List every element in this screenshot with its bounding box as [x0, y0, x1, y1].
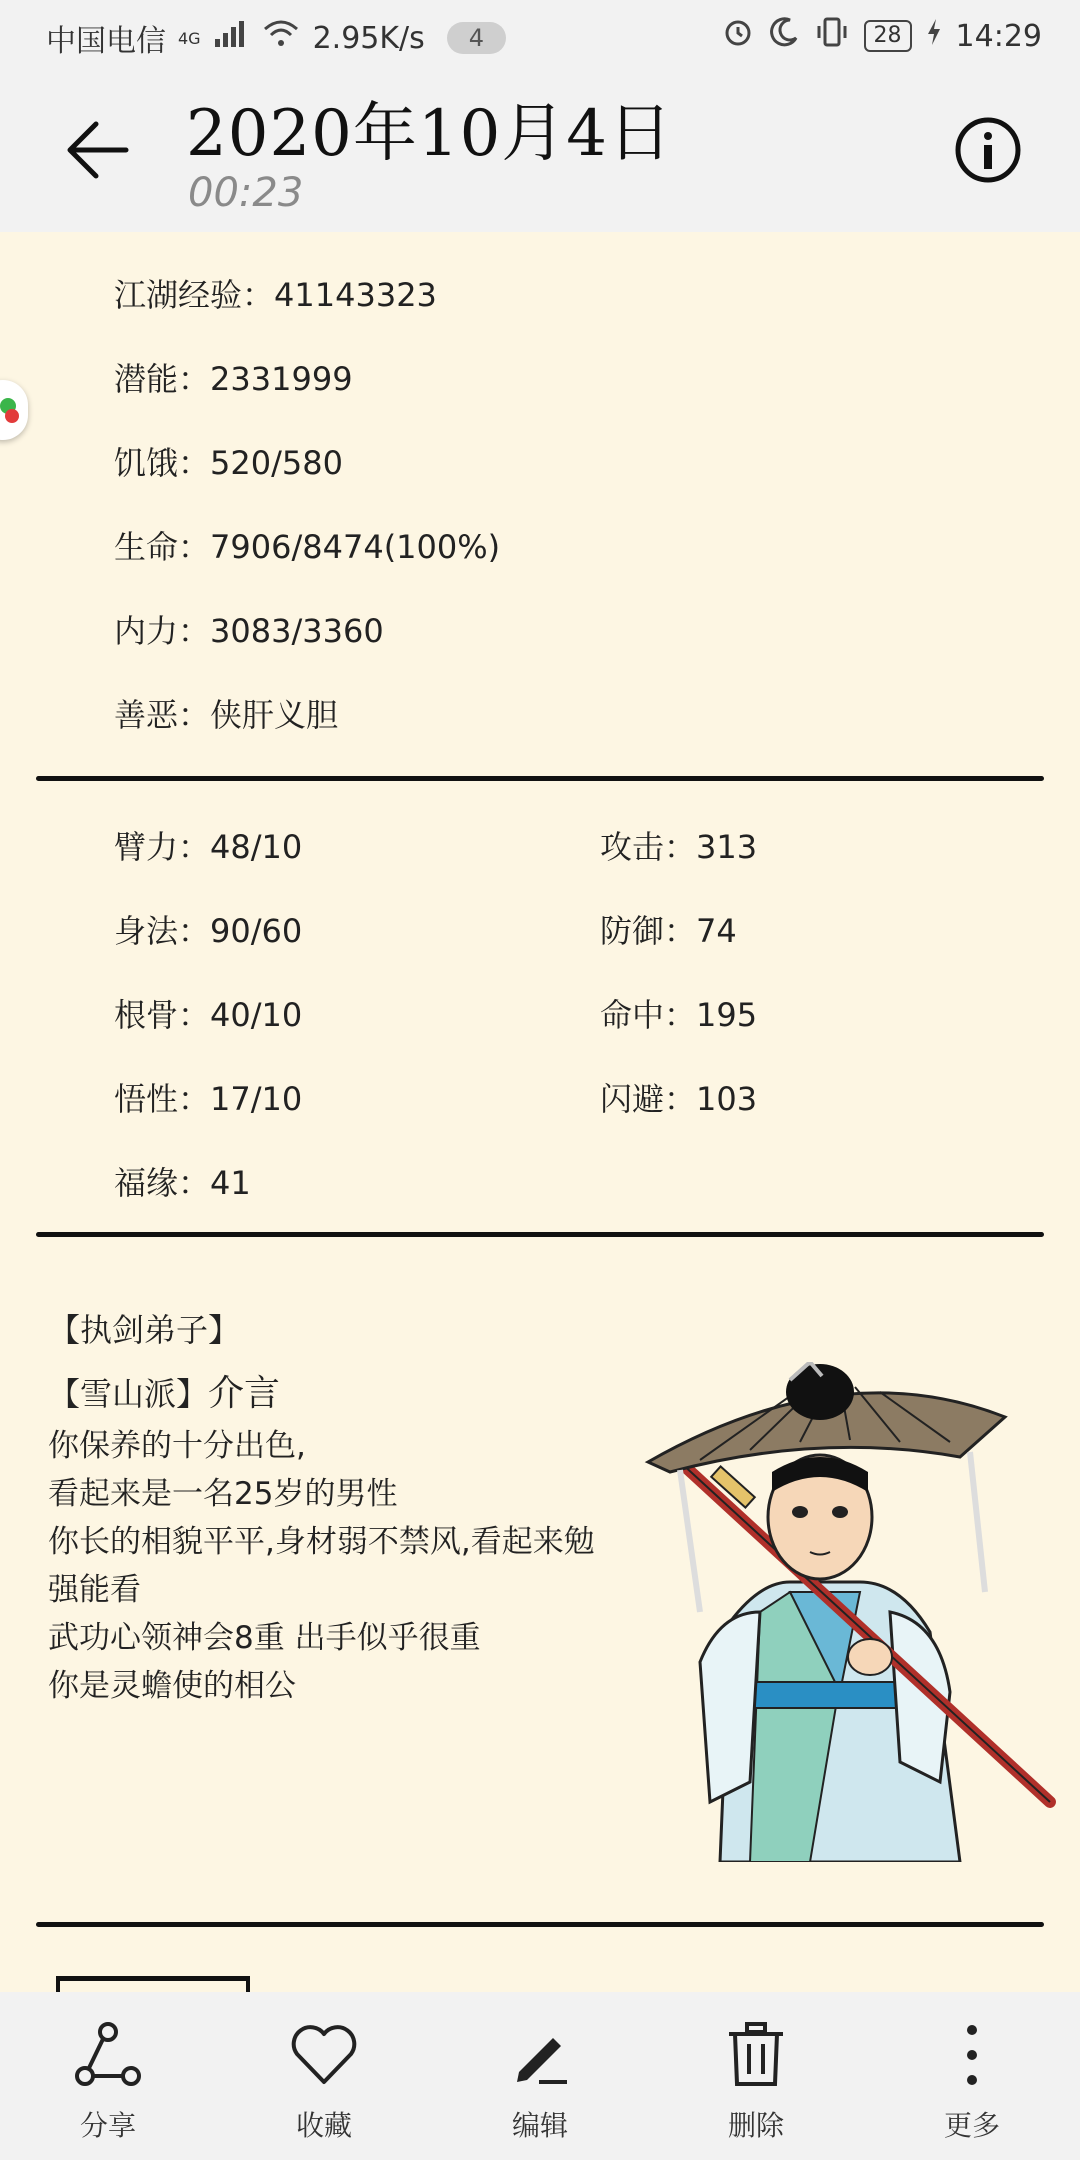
status-bar	[0, 0, 1080, 72]
wifi-icon	[261, 19, 301, 57]
clock-time: 14:29	[955, 18, 1042, 54]
attr-strength: 臂力：48/10	[114, 828, 303, 866]
profile-line-6: 你是灵蟾使的相公	[48, 1668, 296, 1704]
more-vertical-icon	[937, 2020, 1007, 2090]
note-content	[0, 232, 1080, 1992]
bottom-toolbar	[0, 1992, 1080, 2160]
stat-exp: 江湖经验：41143323	[114, 276, 437, 314]
network-type: 4G	[178, 28, 201, 48]
share-button[interactable]	[28, 1992, 188, 2144]
info-button[interactable]	[952, 114, 1024, 186]
character-illustration	[640, 1362, 1070, 1862]
profile-sect-name: 【雪山派】介言	[48, 1373, 281, 1414]
share-icon	[73, 2020, 143, 2090]
edit-label: 编辑	[511, 2109, 568, 2142]
attr-insight: 悟性：17/10	[114, 1080, 303, 1118]
next-frame-edge	[56, 1976, 250, 1992]
profile-rank: 【执剑弟子】	[48, 1311, 241, 1349]
profile-line-5: 武功心领神会8重 出手似乎很重	[48, 1620, 481, 1656]
entry-time: 00:23	[188, 170, 304, 216]
stat-potential: 潜能：2331999	[114, 360, 353, 398]
stat-life: 生命：7906/8474(100%)	[114, 528, 501, 566]
profile-line-4: 强能看	[48, 1572, 141, 1608]
profile-line-3: 你长的相貌平平,身材弱不禁风,看起来勉	[48, 1524, 595, 1560]
carrier-label: 中国电信	[46, 24, 166, 59]
attr-dodge: 闪避：103	[600, 1080, 758, 1118]
info-icon	[952, 114, 1024, 186]
arrow-left-icon	[62, 114, 134, 186]
moon-icon	[768, 16, 800, 56]
favorite-label: 收藏	[295, 2109, 352, 2142]
heart-icon	[289, 2020, 359, 2090]
attr-accuracy: 命中：195	[600, 996, 758, 1034]
attr-fortune: 福缘：41	[114, 1164, 251, 1202]
edit-button[interactable]	[460, 1992, 620, 2144]
more-label: 更多	[943, 2109, 1000, 2142]
divider-3	[36, 1922, 1044, 1927]
pen-icon	[505, 2020, 575, 2090]
more-button[interactable]	[892, 1992, 1052, 2144]
notification-count-badge: 4	[447, 22, 506, 54]
attr-attack: 攻击：313	[600, 828, 758, 866]
stat-inner-power: 内力：3083/3360	[114, 612, 384, 650]
divider-2	[36, 1232, 1044, 1237]
attr-agility: 身法：90/60	[114, 912, 303, 950]
app-header	[0, 72, 1080, 232]
page-title: 2020年10月4日	[186, 97, 674, 171]
delete-button[interactable]	[676, 1992, 836, 2144]
stat-hunger: 饥饿：520/580	[114, 444, 343, 482]
charging-icon	[926, 17, 942, 55]
battery-level: 28	[864, 20, 912, 52]
profile-line-1: 你保养的十分出色,	[48, 1428, 306, 1464]
alarm-icon	[722, 16, 754, 56]
share-label: 分享	[79, 2109, 136, 2142]
attr-defense: 防御：74	[600, 912, 737, 950]
favorite-button[interactable]	[244, 1992, 404, 2144]
delete-label: 删除	[727, 2109, 784, 2142]
stat-morality: 善恶：侠肝义胆	[114, 696, 339, 734]
network-speed: 2.95K/s	[312, 20, 425, 56]
floating-app-icon[interactable]	[0, 380, 28, 440]
app-bubble-icon	[0, 380, 28, 440]
signal-icon	[213, 19, 249, 57]
divider-1	[36, 776, 1044, 781]
back-button[interactable]	[62, 114, 134, 186]
trash-icon	[721, 2020, 791, 2090]
profile-line-2: 看起来是一名25岁的男性	[48, 1476, 398, 1512]
attr-constitution: 根骨：40/10	[114, 996, 303, 1034]
vibrate-icon	[814, 16, 850, 56]
